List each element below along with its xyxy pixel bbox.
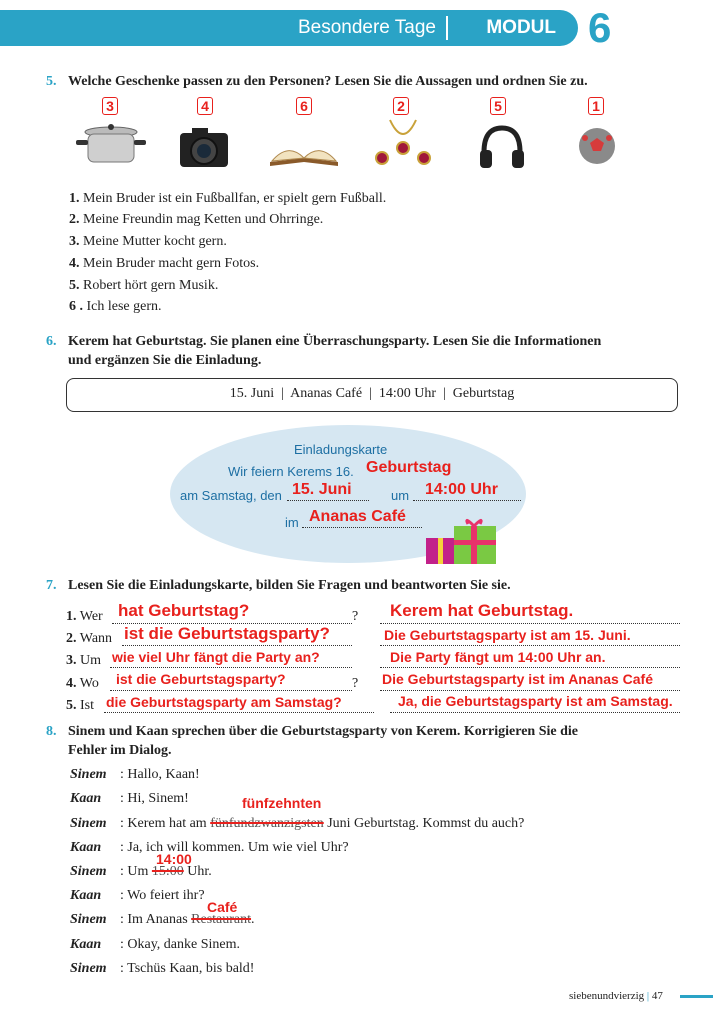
card-fill-time: 14:00 Uhr (425, 481, 498, 498)
card-title: Einladungskarte (294, 442, 388, 457)
dialog-line-4: Kaan : Ja, ich will kommen. Um wie viel Uhr? (70, 840, 349, 855)
ex7-row-1-answer: Kerem hat Geburtstag. (390, 601, 574, 620)
exercise-6-instruction-line2: und ergänzen Sie die Einladung. (68, 353, 262, 368)
ex5-item-5: 5. Robert hört gern Musik. (69, 278, 219, 293)
exercise-7-number: 7. (46, 578, 57, 593)
answer-box-camera: 4 (197, 97, 213, 115)
answer-box-jewelry: 2 (393, 97, 409, 115)
ex7-row-2-prompt: 2. Wann (66, 631, 113, 646)
modul-number: 6 (588, 4, 612, 51)
dialog-line-7: Sinem : Im Ananas Restaurant. (70, 912, 255, 927)
chapter-title: Besondere Tage (297, 17, 436, 38)
answer-box-ball: 1 (588, 97, 604, 115)
info-box (66, 378, 678, 412)
exercise-8-instruction-line2: Fehler im Dialog. (68, 743, 172, 758)
gift-boxes-icon (424, 516, 500, 566)
ex5-item-4: 4. Mein Bruder macht gern Fotos. (69, 256, 260, 271)
card-line2b: um (391, 488, 410, 503)
info-box-text: 15. Juni | Ananas Café | 14:00 Uhr | Geburtstag (229, 386, 515, 401)
card-blank-date (287, 500, 369, 501)
ex5-item-3: 3. Meine Mutter kocht gern. (69, 234, 227, 249)
exercise-6-number: 6. (46, 334, 57, 349)
ex7-row-5-answer: Ja, die Geburtstagsparty ist am Samstag. (398, 693, 673, 709)
footer-accent-bar (680, 995, 713, 998)
exercise-8-instruction-line1: Sinem und Kaan sprechen über die Geburtstagsparty von Kerem. Korrigieren Sie die (68, 724, 578, 739)
card-blank-time (413, 500, 521, 501)
cooking-pot-icon (72, 120, 150, 170)
open-book-icon (268, 136, 340, 170)
ex5-item-6: 6 . Ich lese gern. (69, 299, 162, 314)
dialog-line-3: Sinem : Kerem hat am fünfundzwanzigsten Juni Geburtstag. Kommst du auch? (70, 816, 525, 831)
ex7-row-2-question-line (122, 645, 352, 646)
ex7-row-1-prompt: 1. Wer (66, 609, 103, 624)
card-line1: Wir feiern Kerems 16. (228, 464, 354, 479)
dialog-line-6: Kaan : Wo feiert ihr? (70, 888, 205, 903)
ex7-row-5-answer-line (390, 712, 680, 713)
header-divider (446, 16, 448, 40)
modul-label: MODUL (486, 17, 556, 38)
ex7-row-3-question: wie viel Uhr fängt die Party an? (112, 649, 320, 665)
ex7-row-2-answer: Die Geburtstagsparty ist am 15. Juni. (384, 627, 631, 643)
exercise-7-instruction: Lesen Sie die Einladungskarte, bilden Sie Fragen und beantworten Sie sie. (68, 578, 511, 593)
exercise-5-number: 5. (46, 74, 57, 89)
page-number: 47 (651, 990, 663, 1002)
answer-box-book: 6 (296, 97, 312, 115)
struck-time: 15:00 (151, 864, 184, 879)
ex7-row-4-answer: Die Geburtstagsparty ist im Ananas Café (382, 671, 654, 687)
dialog-line-1: Sinem : Hallo, Kaan! (70, 767, 200, 782)
dialog-line-8: Kaan : Okay, danke Sinem. (70, 937, 241, 952)
answer-box-pot: 3 (102, 97, 118, 115)
correction-place: Café (207, 899, 238, 915)
ex7-row-4-qmark: ? (352, 676, 359, 691)
ex7-row-3-question-line (110, 667, 352, 668)
ex5-item-2: 2. Meine Freundin mag Ketten und Ohrringe. (69, 212, 324, 227)
card-fill-place: Ananas Café (309, 508, 406, 525)
ex7-row-5-prompt: 5. Ist (66, 698, 94, 713)
soccer-ball-icon (577, 126, 617, 166)
dialog-line-9: Sinem : Tschüs Kaan, bis bald! (70, 961, 255, 976)
card-line3: im (285, 515, 299, 530)
dialog-line-2: Kaan : Hi, Sinem! (70, 791, 189, 806)
page-footer: siebenundvierzig | 47 (569, 990, 663, 1002)
ex7-row-4-question-line (110, 690, 352, 691)
ex5-item-1: 1. Mein Bruder ist ein Fußballfan, er spielt gern Fußball. (69, 191, 387, 206)
ex7-row-4-question: ist die Geburtstagsparty? (116, 671, 286, 687)
ex7-row-3-answer-line (380, 667, 680, 668)
struck-date: fünfundzwanzigsten (210, 816, 324, 831)
chapter-header-bar (0, 10, 578, 46)
page-number-word: siebenundvierzig (569, 990, 645, 1002)
ex7-row-2-question: ist die Geburtstagsparty? (124, 624, 330, 643)
card-line2a: am Samstag, den (180, 488, 282, 503)
ex7-row-2-answer-line (380, 645, 680, 646)
answer-box-headphones: 5 (490, 97, 506, 115)
ex7-row-1-question: hat Geburtstag? (118, 601, 250, 620)
exercise-6-instruction-line1: Kerem hat Geburtstag. Sie planen eine Überraschungsparty. Lesen Sie die Informationen (68, 334, 602, 349)
ex7-row-3-answer: Die Party fängt um 14:00 Uhr an. (390, 649, 606, 665)
card-blank-place (302, 527, 422, 528)
correction-date: fünfzehnten (242, 795, 322, 811)
ex7-row-5-question: die Geburtstagsparty am Samstag? (106, 694, 342, 710)
exercise-8-number: 8. (46, 724, 57, 739)
ex7-row-3-prompt: 3. Um (66, 653, 101, 668)
card-fill-date: 15. Juni (292, 481, 352, 498)
struck-place: Restaurant (191, 912, 252, 927)
dialog-line-5: Sinem : Um 15:00 Uhr. (70, 864, 212, 879)
card-fill-birthday: Geburtstag (366, 459, 452, 476)
jewelry-icon (372, 118, 434, 174)
ex7-row-1-qmark: ? (352, 609, 359, 624)
camera-icon (178, 125, 230, 170)
correction-time: 14:00 (156, 851, 192, 867)
headphones-icon (478, 124, 526, 172)
ex7-row-1-answer-line (380, 623, 680, 624)
ex7-row-4-prompt: 4. Wo (66, 676, 99, 691)
ex7-row-5-question-line (104, 712, 374, 713)
exercise-5-instruction: Welche Geschenke passen zu den Personen? Lesen Sie die Aussagen und ordnen Sie zu. (68, 74, 588, 89)
